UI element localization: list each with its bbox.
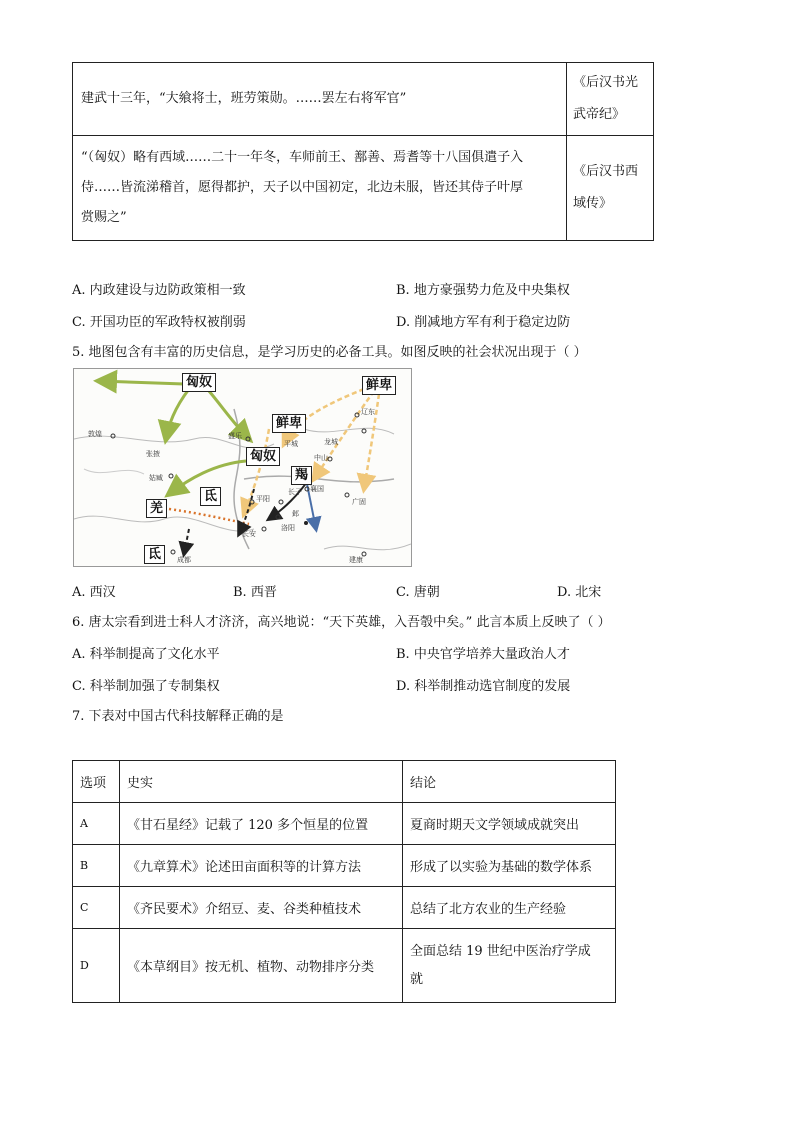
map-city: 长子 [288, 488, 302, 496]
q4-option-b[interactable]: B. 地方豪强势力危及中央集权 [396, 283, 570, 298]
source-table [72, 62, 654, 241]
q5-option-a[interactable]: A. 西汉 [72, 585, 116, 600]
table-row: A 《甘石星经》记载了 120 多个恒星的位置 夏商时期天文学领域成就突出 [73, 803, 616, 845]
map-city: 平城 [284, 440, 298, 448]
q6-option-c[interactable]: C. 科举制加强了专制集权 [72, 679, 220, 694]
map-label-xiongnu-north: 匈奴 [182, 373, 216, 392]
q4-option-d[interactable]: D. 削减地方军有利于稳定边防 [396, 315, 571, 330]
map-label-di-2: 氐 [144, 545, 165, 564]
map-label-xianbei-ne: 鲜卑 [362, 376, 396, 395]
source-ref-1: 《后汉书光 武帝纪》 [567, 63, 654, 136]
map-label-qiang: 羌 [146, 499, 167, 518]
source-quote-2: “（匈奴）略有西域……二十一年冬，车师前王、鄯善、焉耆等十八国俱遣子入 侍……皆流涕稽首，愿得都护，天子以中国初定，北边未服，皆还其侍子叶厚 赏赐之” [73, 136, 567, 241]
map-city: 长安 [242, 530, 256, 538]
map-city: 敦煌 [88, 430, 102, 438]
header-fact: 史实 [120, 761, 403, 803]
q5-option-d[interactable]: D. 北宋 [557, 585, 602, 600]
map-city: 姑臧 [149, 474, 163, 482]
header-conclusion: 结论 [403, 761, 616, 803]
q6-option-b[interactable]: B. 中央官学培养大量政治人才 [396, 647, 570, 662]
map-city: 邺 [292, 510, 299, 518]
map-label-xiongnu: 匈奴 [246, 447, 280, 466]
source-ref-2: 《后汉书西 域传》 [567, 136, 654, 241]
table-header-row [73, 761, 616, 803]
map-city: 辽东 [361, 408, 375, 416]
q5-option-b[interactable]: B. 西晋 [233, 585, 277, 600]
q6-stem: 6. 唐太宗看到进士科人才济济，高兴地说：“天下英雄，入吾彀中矣。” 此言本质上反映了（ ） [72, 615, 611, 630]
map-city: 龙城 [324, 438, 338, 446]
map-city: 广固 [352, 498, 366, 506]
table-row: B 《九章算术》论述田亩面积等的计算方法 形成了以实验为基础的数学体系 [73, 845, 616, 887]
q4-option-c[interactable]: C. 开国功臣的军政特权被削弱 [72, 315, 246, 330]
map-city: 洛阳 [281, 524, 295, 532]
q7-stem: 7. 下表对中国古代科技解释正确的是 [72, 709, 284, 724]
header-option: 选项 [73, 761, 120, 803]
map-label-xianbei: 鲜卑 [272, 414, 306, 433]
map-city: 中山 [314, 454, 328, 462]
map-city: 成都 [177, 556, 191, 564]
map-city: 襄国 [310, 485, 324, 493]
q5-option-c[interactable]: C. 唐朝 [396, 585, 440, 600]
table-row: C 《齐民要术》介绍豆、麦、谷类种植技术 总结了北方农业的生产经验 [73, 887, 616, 929]
q6-option-d[interactable]: D. 科举制推动选官制度的发展 [396, 679, 571, 694]
source-quote-1: 建武十三年，“大飨将士，班劳策勋。……罢左右将军官” [73, 63, 567, 136]
table-row: D 《本草纲目》按无机、植物、动物排序分类 全面总结 19 世纪中医治疗学成 就 [73, 929, 616, 1003]
map-city: 盛乐 [228, 432, 242, 440]
q6-option-a[interactable]: A. 科举制提高了文化水平 [72, 647, 220, 662]
q5-stem: 5. 地图包含有丰富的历史信息，是学习历史的必备工具。如图反映的社会状况出现于（ ） [72, 345, 587, 360]
q4-option-a[interactable]: A. 内政建设与边防政策相一致 [72, 283, 246, 298]
migration-map [73, 368, 412, 567]
map-city: 平阳 [256, 495, 270, 503]
map-label-di-1: 氐 [200, 487, 221, 506]
map-label-jie: 羯 [291, 466, 312, 485]
map-city: 建康 [349, 556, 363, 564]
science-table [72, 760, 616, 1003]
map-city: 张掖 [146, 450, 160, 458]
